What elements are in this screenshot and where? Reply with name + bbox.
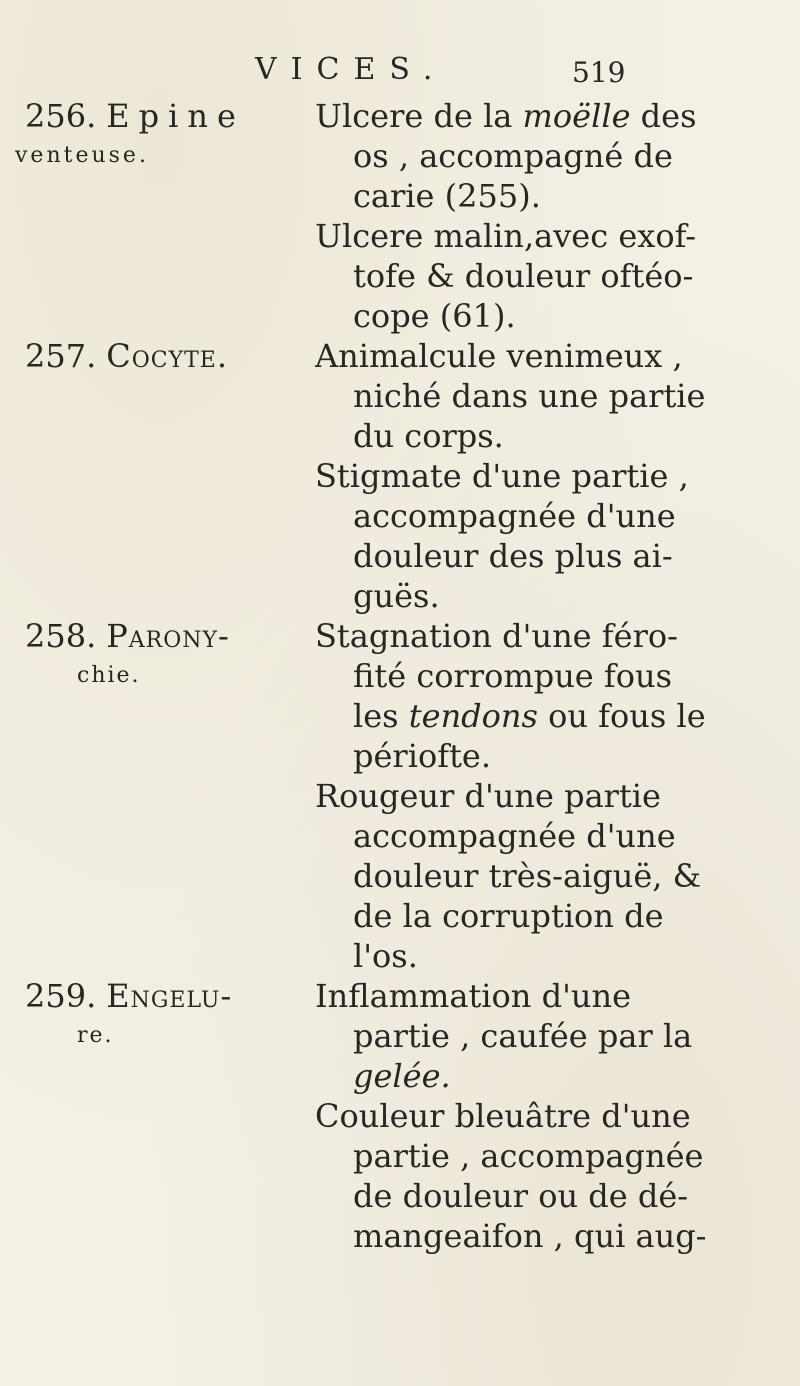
page-number: 519 bbox=[572, 56, 626, 89]
italic-term: gelée. bbox=[353, 1057, 451, 1095]
entry-heading bbox=[25, 976, 232, 1016]
entry-term-continued: chie. bbox=[77, 663, 141, 688]
definition: Ulcere de la moëlle des os , accompagné de carie (255). bbox=[315, 97, 697, 215]
entry-term-continued: re. bbox=[77, 1023, 114, 1048]
definition: Rougeur d'une partie accompagnée d'une douleur très-aiguë, & de la corruption de l'os. bbox=[315, 777, 702, 975]
entry-number: 257. bbox=[25, 337, 97, 375]
definition: Animalcule venimeux , niché dans une partie du corps. bbox=[315, 337, 706, 455]
entry-number: 258. bbox=[25, 617, 97, 655]
definition: Ulcere malin,avec exof- tofe & douleur oftéo- cope (61). bbox=[315, 217, 697, 335]
entry-term: Epine bbox=[106, 97, 245, 135]
entry-heading bbox=[25, 96, 245, 136]
definition: Couleur bleuâtre d'une partie , accompagnée de douleur ou de dé- mangeaifon , qui aug- bbox=[315, 1097, 707, 1255]
entry-term: Cocyte. bbox=[106, 337, 229, 375]
running-title: VICES. bbox=[255, 52, 447, 87]
entry-term: Parony- bbox=[106, 617, 230, 655]
entry-term-continued: venteuse. bbox=[15, 143, 149, 168]
entry-number: 259. bbox=[25, 977, 97, 1015]
definition: Inflammation d'une partie , caufée par la gelée. bbox=[315, 977, 693, 1095]
running-header bbox=[0, 52, 800, 96]
italic-term: tendons bbox=[408, 697, 538, 735]
entry-number: 256. bbox=[25, 97, 97, 135]
definition: Stagnation d'une féro- fité corrompue fous les tendons ou fous le périofte. bbox=[315, 617, 706, 775]
definition: Stigmate d'une partie , accompagnée d'une douleur des plus ai- guës. bbox=[315, 457, 689, 615]
italic-term: moëlle bbox=[522, 97, 631, 135]
entry-heading bbox=[25, 616, 230, 656]
entry-term: Engelu- bbox=[106, 977, 233, 1015]
entry-heading bbox=[25, 336, 228, 376]
